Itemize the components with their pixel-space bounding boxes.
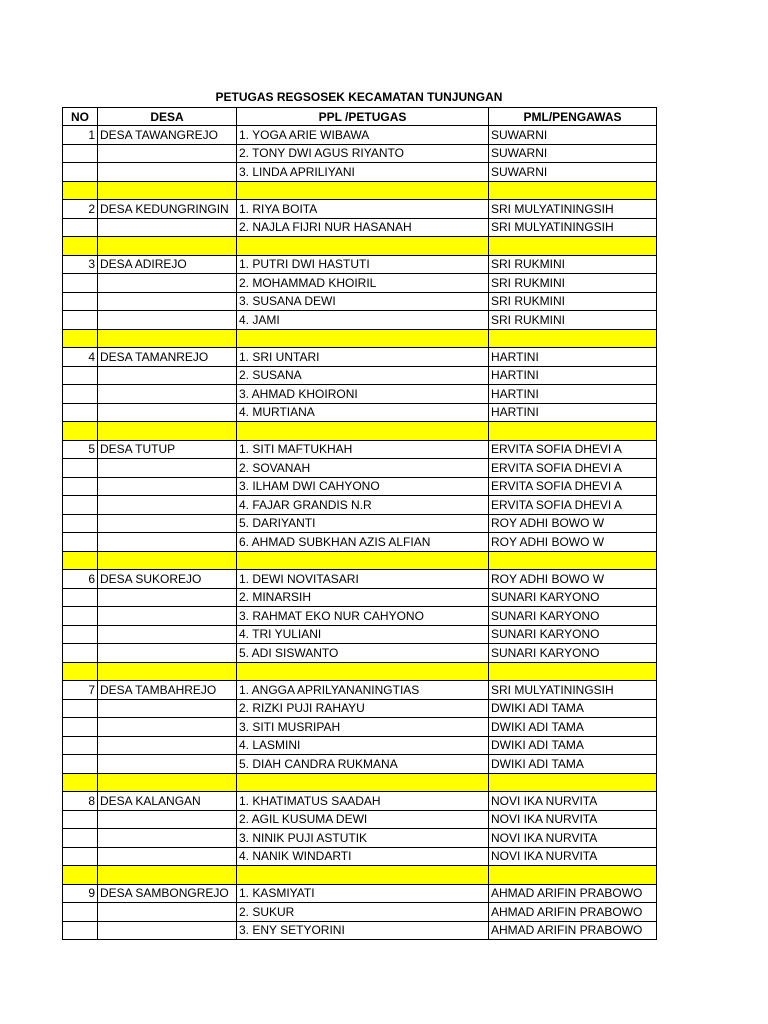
table-row [63, 200, 657, 219]
cell-ppl[interactable]: 4. NANIK WINDARTI [237, 847, 489, 866]
cell-desa[interactable] [98, 385, 237, 404]
cell-desa[interactable] [98, 718, 237, 737]
header-pml[interactable]: PML/PENGAWAS [489, 108, 657, 126]
separator-cell[interactable] [489, 551, 657, 570]
table-row [63, 126, 657, 145]
cell-pml[interactable]: ERVITA SOFIA DHEVI A [489, 440, 657, 459]
cell-no[interactable] [63, 718, 98, 737]
table-row [63, 440, 657, 459]
separator-cell[interactable] [63, 866, 98, 885]
cell-ppl[interactable]: 2. MINARSIH [237, 588, 489, 607]
cell-desa[interactable] [98, 588, 237, 607]
header-desa[interactable]: DESA [98, 108, 237, 126]
separator-cell[interactable] [98, 662, 237, 681]
separator-cell[interactable] [489, 329, 657, 348]
cell-ppl[interactable]: 1. KHATIMATUS SAADAH [237, 792, 489, 811]
cell-no[interactable] [63, 292, 98, 311]
cell-no[interactable] [63, 625, 98, 644]
cell-ppl[interactable]: 4. LASMINI [237, 736, 489, 755]
separator-cell[interactable] [98, 773, 237, 792]
separator-cell[interactable] [237, 422, 489, 441]
cell-pml[interactable]: DWIKI ADI TAMA [489, 755, 657, 774]
separator-cell[interactable] [63, 181, 98, 200]
separator-cell[interactable] [98, 422, 237, 441]
cell-no[interactable] [63, 274, 98, 293]
cell-no[interactable] [63, 477, 98, 496]
cell-ppl[interactable]: 4. TRI YULIANI [237, 625, 489, 644]
cell-desa[interactable]: DESA KALANGAN [98, 792, 237, 811]
separator-cell[interactable] [63, 329, 98, 348]
cell-pml[interactable]: ERVITA SOFIA DHEVI A [489, 477, 657, 496]
cell-no[interactable]: 6 [63, 570, 98, 589]
cell-ppl[interactable]: 2. NAJLA FIJRI NUR HASANAH [237, 218, 489, 237]
cell-desa[interactable]: DESA SUKOREJO [98, 570, 237, 589]
cell-desa[interactable] [98, 311, 237, 330]
cell-no[interactable] [63, 699, 98, 718]
cell-ppl[interactable]: 4. MURTIANA [237, 403, 489, 422]
separator-cell[interactable] [63, 237, 98, 256]
cell-pml[interactable]: SRI RUKMINI [489, 292, 657, 311]
separator-cell[interactable] [237, 551, 489, 570]
cell-pml[interactable]: SUNARI KARYONO [489, 644, 657, 663]
cell-pml[interactable]: ERVITA SOFIA DHEVI A [489, 496, 657, 515]
cell-pml[interactable]: HARTINI [489, 403, 657, 422]
cell-no[interactable] [63, 533, 98, 552]
cell-pml[interactable]: DWIKI ADI TAMA [489, 718, 657, 737]
cell-no[interactable] [63, 829, 98, 848]
cell-pml[interactable]: SRI MULYATININGSIH [489, 200, 657, 219]
table-row [63, 348, 657, 367]
separator-cell[interactable] [237, 866, 489, 885]
cell-pml[interactable]: SRI RUKMINI [489, 274, 657, 293]
separator-cell[interactable] [98, 329, 237, 348]
cell-desa[interactable]: DESA TUTUP [98, 440, 237, 459]
table-row [63, 644, 657, 663]
cell-pml[interactable]: SRI RUKMINI [489, 255, 657, 274]
cell-ppl[interactable]: 1. KASMIYATI [237, 884, 489, 903]
separator-cell[interactable] [63, 662, 98, 681]
cell-ppl[interactable]: 1. ANGGA APRILYANANINGTIAS [237, 681, 489, 700]
cell-desa[interactable] [98, 903, 237, 922]
cell-ppl[interactable]: 5. DIAH CANDRA RUKMANA [237, 755, 489, 774]
cell-desa[interactable] [98, 292, 237, 311]
table-row [63, 144, 657, 163]
cell-desa[interactable] [98, 829, 237, 848]
cell-desa[interactable] [98, 459, 237, 478]
cell-ppl[interactable]: 3. ILHAM DWI CAHYONO [237, 477, 489, 496]
cell-no[interactable]: 4 [63, 348, 98, 367]
cell-ppl[interactable]: 3. NINIK PUJI ASTUTIK [237, 829, 489, 848]
cell-no[interactable] [63, 903, 98, 922]
cell-no[interactable] [63, 755, 98, 774]
cell-no[interactable] [63, 514, 98, 533]
cell-ppl[interactable]: 2. MOHAMMAD KHOIRIL [237, 274, 489, 293]
table-row [63, 792, 657, 811]
cell-desa[interactable] [98, 810, 237, 829]
cell-no[interactable] [63, 403, 98, 422]
header-no[interactable]: NO [63, 108, 98, 126]
separator-row [63, 422, 657, 441]
cell-ppl[interactable]: 2. SOVANAH [237, 459, 489, 478]
cell-no[interactable] [63, 311, 98, 330]
cell-pml[interactable]: DWIKI ADI TAMA [489, 699, 657, 718]
cell-ppl[interactable]: 1. PUTRI DWI HASTUTI [237, 255, 489, 274]
separator-cell[interactable] [237, 329, 489, 348]
cell-ppl[interactable]: 5. DARIYANTI [237, 514, 489, 533]
cell-pml[interactable]: SRI MULYATININGSIH [489, 681, 657, 700]
table-row [63, 163, 657, 182]
cell-ppl[interactable]: 1. DEWI NOVITASARI [237, 570, 489, 589]
separator-cell[interactable] [237, 662, 489, 681]
cell-no[interactable]: 5 [63, 440, 98, 459]
separator-cell[interactable] [63, 773, 98, 792]
cell-pml[interactable]: HARTINI [489, 385, 657, 404]
cell-desa[interactable] [98, 921, 237, 940]
table-row [63, 921, 657, 940]
table-row [63, 255, 657, 274]
header-ppl[interactable]: PPL /PETUGAS [237, 108, 489, 126]
cell-desa[interactable] [98, 144, 237, 163]
table-row [63, 366, 657, 385]
cell-no[interactable] [63, 921, 98, 940]
cell-ppl[interactable]: 5. ADI SISWANTO [237, 644, 489, 663]
cell-pml[interactable]: NOVI IKA NURVITA [489, 847, 657, 866]
cell-no[interactable] [63, 366, 98, 385]
cell-desa[interactable] [98, 163, 237, 182]
separator-row [63, 662, 657, 681]
cell-pml[interactable]: DWIKI ADI TAMA [489, 736, 657, 755]
cell-pml[interactable]: ROY ADHI BOWO W [489, 533, 657, 552]
cell-desa[interactable]: DESA TAMANREJO [98, 348, 237, 367]
separator-row [63, 551, 657, 570]
table-row [63, 218, 657, 237]
header-row [63, 108, 657, 126]
cell-desa[interactable] [98, 699, 237, 718]
separator-cell[interactable] [237, 773, 489, 792]
cell-ppl[interactable]: 3. SITI MUSRIPAH [237, 718, 489, 737]
cell-desa[interactable] [98, 736, 237, 755]
table-row [63, 570, 657, 589]
cell-desa[interactable] [98, 514, 237, 533]
cell-no[interactable]: 3 [63, 255, 98, 274]
table-row [63, 625, 657, 644]
separator-cell[interactable] [98, 237, 237, 256]
cell-desa[interactable] [98, 625, 237, 644]
cell-desa[interactable] [98, 533, 237, 552]
separator-cell[interactable] [98, 866, 237, 885]
cell-pml[interactable]: ERVITA SOFIA DHEVI A [489, 459, 657, 478]
cell-ppl[interactable]: 3. RAHMAT EKO NUR CAHYONO [237, 607, 489, 626]
separator-cell[interactable] [489, 662, 657, 681]
cell-desa[interactable]: DESA ADIREJO [98, 255, 237, 274]
cell-ppl[interactable]: 6. AHMAD SUBKHAN AZIS ALFIAN [237, 533, 489, 552]
table-row [63, 403, 657, 422]
cell-ppl[interactable]: 3. ENY SETYORINI [237, 921, 489, 940]
cell-no[interactable] [63, 144, 98, 163]
cell-desa[interactable] [98, 607, 237, 626]
separator-row [63, 181, 657, 200]
separator-cell[interactable] [98, 181, 237, 200]
cell-ppl[interactable]: 1. YOGA ARIE WIBAWA [237, 126, 489, 145]
cell-no[interactable] [63, 588, 98, 607]
table-row [63, 810, 657, 829]
cell-no[interactable]: 1 [63, 126, 98, 145]
cell-pml[interactable]: NOVI IKA NURVITA [489, 829, 657, 848]
cell-desa[interactable] [98, 366, 237, 385]
cell-pml[interactable]: SRI MULYATININGSIH [489, 218, 657, 237]
table-row [63, 459, 657, 478]
cell-ppl[interactable]: 1. RIYA BOITA [237, 200, 489, 219]
cell-pml[interactable]: SUWARNI [489, 163, 657, 182]
cell-no[interactable] [63, 496, 98, 515]
cell-pml[interactable]: AHMAD ARIFIN PRABOWO [489, 921, 657, 940]
cell-no[interactable] [63, 385, 98, 404]
cell-pml[interactable]: NOVI IKA NURVITA [489, 792, 657, 811]
separator-cell[interactable] [489, 181, 657, 200]
cell-pml[interactable]: ROY ADHI BOWO W [489, 514, 657, 533]
cell-ppl[interactable]: 4. FAJAR GRANDIS N.R [237, 496, 489, 515]
cell-pml[interactable]: HARTINI [489, 348, 657, 367]
cell-desa[interactable] [98, 403, 237, 422]
separator-cell[interactable] [63, 422, 98, 441]
cell-pml[interactable]: SUNARI KARYONO [489, 607, 657, 626]
table-row [63, 681, 657, 700]
table-row [63, 477, 657, 496]
cell-ppl[interactable]: 2. RIZKI PUJI RAHAYU [237, 699, 489, 718]
cell-no[interactable]: 8 [63, 792, 98, 811]
cell-desa[interactable]: DESA KEDUNGRINGIN [98, 200, 237, 219]
table-row [63, 588, 657, 607]
cell-desa[interactable] [98, 218, 237, 237]
cell-desa[interactable] [98, 644, 237, 663]
separator-row [63, 866, 657, 885]
table-row [63, 736, 657, 755]
petugas-table [62, 107, 657, 940]
cell-pml[interactable]: ROY ADHI BOWO W [489, 570, 657, 589]
cell-desa[interactable]: DESA TAWANGREJO [98, 126, 237, 145]
cell-pml[interactable]: SUWARNI [489, 126, 657, 145]
cell-pml[interactable]: AHMAD ARIFIN PRABOWO [489, 903, 657, 922]
cell-no[interactable] [63, 218, 98, 237]
table-row [63, 607, 657, 626]
sheet-title: PETUGAS REGSOSEK KECAMATAN TUNJUNGAN [215, 90, 503, 104]
cell-no[interactable] [63, 459, 98, 478]
cell-ppl[interactable]: 2. TONY DWI AGUS RIYANTO [237, 144, 489, 163]
cell-desa[interactable] [98, 496, 237, 515]
separator-cell[interactable] [489, 237, 657, 256]
cell-pml[interactable]: NOVI IKA NURVITA [489, 810, 657, 829]
cell-ppl[interactable]: 2. SUSANA [237, 366, 489, 385]
cell-pml[interactable]: SRI RUKMINI [489, 311, 657, 330]
cell-desa[interactable] [98, 847, 237, 866]
table-row [63, 514, 657, 533]
table-row [63, 755, 657, 774]
cell-desa[interactable] [98, 477, 237, 496]
cell-desa[interactable]: DESA SAMBONGREJO [98, 884, 237, 903]
cell-desa[interactable] [98, 755, 237, 774]
cell-ppl[interactable]: 1. SRI UNTARI [237, 348, 489, 367]
cell-ppl[interactable]: 4. JAMI [237, 311, 489, 330]
cell-ppl[interactable]: 2. AGIL KUSUMA DEWI [237, 810, 489, 829]
separator-row [63, 237, 657, 256]
table-row [63, 718, 657, 737]
cell-no[interactable] [63, 163, 98, 182]
cell-no[interactable] [63, 847, 98, 866]
separator-cell[interactable] [63, 551, 98, 570]
cell-desa[interactable]: DESA TAMBAHREJO [98, 681, 237, 700]
cell-desa[interactable] [98, 274, 237, 293]
cell-no[interactable]: 2 [63, 200, 98, 219]
cell-no[interactable]: 7 [63, 681, 98, 700]
cell-pml[interactable]: AHMAD ARIFIN PRABOWO [489, 884, 657, 903]
separator-cell[interactable] [98, 551, 237, 570]
separator-row [63, 773, 657, 792]
table-row [63, 292, 657, 311]
cell-ppl[interactable]: 1. SITI MAFTUKHAH [237, 440, 489, 459]
cell-pml[interactable]: SUNARI KARYONO [489, 625, 657, 644]
cell-no[interactable] [63, 607, 98, 626]
separator-cell[interactable] [237, 237, 489, 256]
table-row [63, 533, 657, 552]
table-row [63, 385, 657, 404]
cell-pml[interactable]: SUWARNI [489, 144, 657, 163]
cell-ppl[interactable]: 3. SUSANA DEWI [237, 292, 489, 311]
separator-cell[interactable] [489, 422, 657, 441]
cell-pml[interactable]: SUNARI KARYONO [489, 588, 657, 607]
table-row [63, 847, 657, 866]
cell-no[interactable] [63, 736, 98, 755]
table-row [63, 311, 657, 330]
table-row [63, 884, 657, 903]
table-row [63, 496, 657, 515]
cell-ppl[interactable]: 2. SUKUR [237, 903, 489, 922]
table-row [63, 699, 657, 718]
cell-ppl[interactable]: 3. AHMAD KHOIRONI [237, 385, 489, 404]
cell-no[interactable] [63, 810, 98, 829]
cell-ppl[interactable]: 3. LINDA APRILIYANI [237, 163, 489, 182]
separator-cell[interactable] [489, 866, 657, 885]
table-row [63, 903, 657, 922]
table-body [63, 126, 657, 940]
separator-cell[interactable] [237, 181, 489, 200]
cell-pml[interactable]: HARTINI [489, 366, 657, 385]
separator-row [63, 329, 657, 348]
table-row [63, 274, 657, 293]
cell-no[interactable]: 9 [63, 884, 98, 903]
separator-cell[interactable] [489, 773, 657, 792]
cell-no[interactable] [63, 644, 98, 663]
table-row [63, 829, 657, 848]
